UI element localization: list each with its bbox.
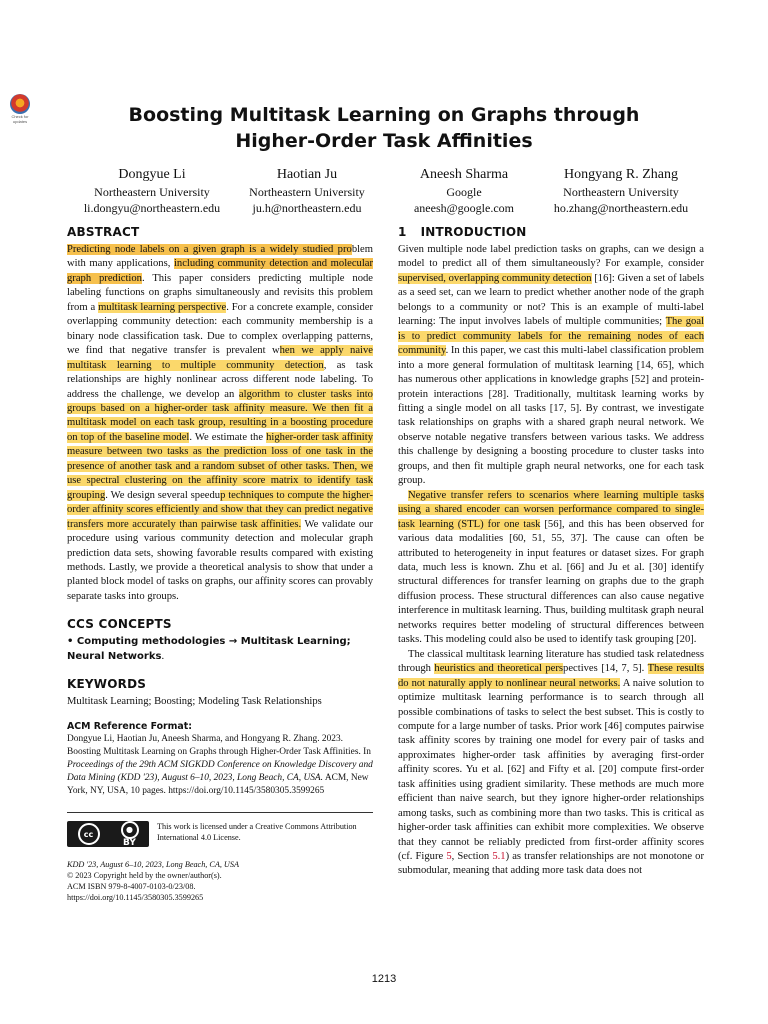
author-email: ju.h@northeastern.edu — [252, 201, 362, 215]
license-block — [67, 812, 373, 847]
check-for-updates-icon — [10, 94, 30, 114]
text-run: The classical multitask learning literature has studied task relatedness through — [398, 648, 704, 675]
intro-paragraph-3 — [398, 648, 704, 879]
figure-link[interactable]: 5 — [446, 851, 452, 863]
text-run: ) as transfer relationships are not monotone or submodular, meaning that adding more task data does not — [398, 851, 704, 877]
highlight: Predicting node labels on a given graph is a widely studied pro — [67, 244, 352, 255]
acm-ref-body — [67, 733, 373, 798]
conference-line: KDD '23, August 6–10, 2023, Long Beach, CA, USA — [67, 860, 239, 870]
keywords-text: Multitask Learning; Boosting; Modeling Task Relationships — [67, 696, 322, 708]
by-label: BY — [123, 837, 136, 848]
check-for-updates-badge[interactable] — [6, 94, 34, 128]
title-line-2: Higher-Order Task Affinities — [235, 130, 533, 152]
author-affiliation: Google — [446, 185, 482, 199]
text-run: . For a concrete example, consider overlapping community detection: each community membership is a binary node classification task. Due to complex overlapping patterns, we find that negative transfer is prevalent w — [67, 301, 373, 357]
abstract-heading: ABSTRACT — [67, 225, 140, 239]
text-run: pectives [14, 7, 5]. — [563, 663, 648, 675]
person-icon: ● — [121, 821, 139, 839]
conference-info — [67, 859, 373, 903]
highlight: higher-order task affinity measure between two tasks as the prediction loss of one task in the presence of another task and a random subset of other tasks. Then, we use spectral clustering on the affinity score matrix to identify task grouping — [67, 431, 373, 501]
intro-paragraph-2 — [398, 489, 704, 648]
text-run: Given multiple node label prediction tasks on graphs, can we design a model to predict all of them simultaneously? For example, consider — [398, 244, 704, 270]
author-email: ho.zhang@northeastern.edu — [553, 201, 689, 215]
by-icon — [121, 821, 139, 848]
author-affiliation: Northeastern University — [249, 185, 365, 199]
author-name: Aneesh Sharma — [419, 167, 509, 182]
text-run: blem with many applications, — [67, 244, 373, 270]
highlight: multitask learning perspective — [98, 301, 227, 313]
author-1 — [62, 166, 242, 216]
left-column — [67, 224, 373, 903]
text-run: . This paper considers predicting multiple node labeling functions on graphs simultaneously and revisits this problem from a — [67, 272, 373, 313]
section-number: 1 — [398, 225, 407, 239]
text-run: . — [161, 650, 165, 662]
creative-commons-logo[interactable] — [67, 821, 149, 847]
text-run: A naive solution to optimize multitask learning performance is to search through all possible combinations of tasks to select the best subset. This is costly to compute for a large number of tasks. Prior work [46] computes pairwise task affinity scores by training one model for every pair of tasks and approximates higher-order task affinities by averaging first-order affinity scores. Yu et al. [62] and Fifty et al. [20] compute first-order task affinities using gradient similarity. These methods are much more efficient than naive search, but they ignore higher-order relationships among tasks, such as combining more than two tasks. This is critical as higher-order task affinities can exhibit more complexities. We observe that they cannot be reliably predicted from first-order affinity scores (cf. Figure — [398, 677, 704, 863]
doi-line[interactable]: https://doi.org/10.1145/3580305.3599265 — [67, 893, 204, 903]
paper-title — [84, 102, 684, 154]
section-title: INTRODUCTION — [420, 225, 527, 239]
author-email: aneesh@google.com — [413, 201, 515, 215]
page-number: 1213 — [371, 973, 397, 985]
abstract-body — [67, 243, 373, 604]
highlight: algorithm to cluster tasks into groups based on a higher-order task affinity measure. We then fit a multitask model on each task group, resulting in a boosting procedure on top of the baseline model — [67, 388, 373, 443]
text-run: We validate our procedure using various community detection and molecular graph prediction data sets, showing favorable results compared with existing methods. Lastly, we provide a theoretical analysis to show that under a planted block model of tasks on graphs, our affinity scores can provably separate tasks into groups. — [67, 518, 373, 602]
highlight: hen we apply naive multitask learning to multiple community detection — [67, 345, 373, 371]
text-run: Proceedings of the 29th ACM SIGKDD Conference on Knowledge Discovery and Data Mining (KDD '23), August 6–10, 2023, Long Beach, CA, USA. — [67, 759, 373, 783]
keywords-heading: KEYWORDS — [67, 677, 147, 692]
author-name: Hongyang R. Zhang — [564, 167, 678, 182]
intro-paragraph-1 — [398, 243, 704, 489]
author-affiliation: Northeastern University — [563, 185, 679, 199]
author-affiliation: Northeastern University — [94, 185, 210, 199]
highlight: supervised, overlapping community detection — [398, 272, 592, 284]
text-run: , as task relationships are highly nonlinear across different node labeling. To address the challenge, we develop an — [67, 359, 373, 400]
ccs-concepts — [67, 635, 373, 664]
section-link[interactable]: 5.1 — [492, 851, 506, 863]
author-4 — [531, 166, 711, 216]
author-email: li.dongyu@northeastern.edu — [83, 201, 221, 215]
ccs-heading: CCS CONCEPTS — [67, 617, 172, 632]
right-column — [398, 224, 704, 879]
author-2 — [217, 166, 397, 216]
highlight: These results do not naturally apply to nonlinear neural networks. — [398, 663, 704, 689]
text-run: . We design several speedu — [105, 489, 221, 501]
isbn-line: ACM ISBN 979-8-4007-0103-0/23/08. — [67, 882, 196, 892]
title-line-1: Boosting Multitask Learning on Graphs through — [128, 104, 640, 126]
highlight: The goal is to predict community labels for the remaining nodes of each community — [398, 316, 704, 357]
badge-text: Check for updates — [11, 114, 29, 124]
license-text: This work is licensed under a Creative Commons Attribution International 4.0 License. — [157, 822, 357, 843]
text-run: . In this paper, we cast this multi-label classification problem into a more general formulation of multitask learning [14, 65], which has numerous other applications in knowledge graphs [52] and protein-protein interactions [28]. Traditionally, multitask learning works by fitting a single model on all tasks [17, 5]. By contrast, we investigate task relationships on graphs with a shared graph neural network. We observe notable negative transfers between various tasks. We address this challenge by designing a boosting procedure to cluster tasks into groups, and then fit multiple graph neural networks, one for each task group. — [398, 345, 704, 487]
acm-ref-heading: ACM Reference Format: — [67, 720, 192, 732]
intro-heading — [398, 224, 704, 240]
text-run: [56], and this has been observed for various data modalities [60, 51, 55, 37]. The cause can often be attributed to heterogeneity in input features or dataset sizes. For graph data, much less is known. Zhu et al. [66] and Ju et al. [30] identify structural differences for transfer learning on graphs due to the graph diffusion process. These structural differences can also cause negative interference in multitask learning. Thus, building multitask graph neural networks requires better modeling of structural differences between tasks. This modeling could also be used to identify task grouping [20]. — [398, 518, 705, 646]
text-run: Dongyue Li, Haotian Ju, Aneesh Sharma, and Hongyang R. Zhang. 2023. Boosting Multitask Learning on Graphs through Higher-Order Task Affinities. In — [67, 733, 371, 757]
text-run: , Section — [451, 851, 493, 863]
highlight: including community detection and molecular graph prediction — [67, 258, 374, 284]
highlight: Negative transfer refers to scenarios where learning multiple tasks using a shared encoder can worsen performance compared to single-task learning (STL) for one task — [398, 489, 704, 530]
highlight: heuristics and theoretical pers — [434, 663, 564, 675]
text-run: . We estimate the — [189, 431, 267, 443]
author-name: Dongyue Li — [118, 167, 186, 182]
author-name: Haotian Ju — [276, 167, 338, 182]
text-run: ACM, New York, NY, USA, 10 pages. https://doi.org/10.1145/3580305.3599265 — [67, 772, 369, 797]
cc-icon: cc — [78, 823, 100, 845]
author-3 — [374, 166, 554, 216]
copyright-line: © 2023 Copyright held by the owner/author(s). — [67, 871, 222, 881]
highlight: p techniques to compute the higher-order affinity scores efficiently and show that they can predict negative transfers more accurately than pairwise task affinities. — [67, 489, 373, 530]
text-run: [16]: Given a set of labels as a seed set, can we learn to predict whether another node of the graph belongs to a community or not? This is an example of multi-label learning: The input involves labels of multiple communities; — [398, 272, 704, 328]
ccs-text: • Computing methodologies → Multitask Learning; Neural Networks — [67, 636, 351, 662]
